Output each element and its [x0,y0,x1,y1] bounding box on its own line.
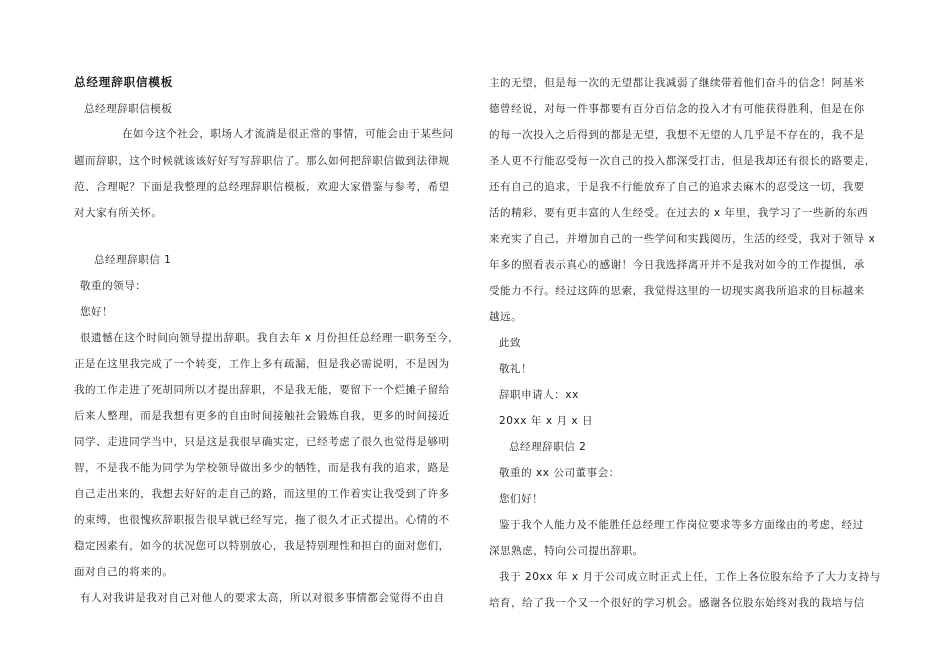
letter-1-closing: 此致 [499,337,522,349]
letter-1-para-line: 年多的照看表示真心的感谢！今日我选择离开并不是我对如今的工作提惧，承 [489,259,865,271]
letter-1-greeting: 您好！ [80,306,114,318]
letter-1-para-line: 很遗憾在这个时间向领导提出辞职。我自去年 x 月份担任总经理一职务至今， [80,332,460,344]
letter-1-para-line: 有人对我讲是我对自己对他人的要求太高，所以对很多事情都会觉得不由自 [80,592,445,604]
letter-1-para-line: 主的无望，但是每一次的无望都让我减弱了继续带着他们奋斗的信念！阿基米 [489,77,865,89]
letter-2-heading: 总经理辞职信 2 [509,441,587,453]
letter-2-para-line: 深思熟虑，特向公司提出辞职。 [489,545,644,557]
letter-1-para-line: 来充实了自己，并增加自己的一些学问和实践阅历，生活的经受，我对于领导 x [489,233,876,245]
letter-1-para-line: 德曾经说，对每一件事都要有百分百信念的投入才有可能获得胜利，但是在你 [489,103,865,115]
letter-1-salutation: 敬重的领导： [80,280,147,292]
letter-2-para-line: 鉴于我个人能力及不能胜任总经理工作岗位要求等多方面缘由的考虑，经过 [499,519,864,531]
letter-1-para-line: 还有自己的追求，于是我不行能放弃了自己的追求去麻木的忍受这一切，我要 [489,181,865,193]
intro-line-4: 对大家有所关怀。 [74,207,163,219]
letter-1-para-line: 稳定因素有，如今的状况您可以特别放心，我是特别理性和担白的面对您们， [74,540,450,552]
letter-2-para-line: 我于 20xx 年 x 月于公司成立时正式上任，工作上各位股东给予了大力支持与 [499,571,881,583]
letter-1-para-line: 越远。 [489,311,523,323]
intro-line-3: 范、合理呢？下面是我整理的总经理辞职信模板，欢迎大家借鉴与参考，希望 [74,181,450,193]
letter-1-para-line: 同学、走进同学当中，只是这是我很早确实定，已经考虑了很久也觉得是够明 [74,436,450,448]
intro-line-1: 在如今这个社会，职场人才流淌是很正常的事情，可能会由于某些问 [122,128,454,140]
letter-1-salute: 敬礼！ [499,363,533,375]
letter-1-para-line: 面对自己的将来的。 [74,566,174,578]
intro-line-2: 题而辞职，这个时候就该该好好写写辞职信了。那么如何把辞职信做到法律规 [74,155,450,167]
letter-1-date: 20xx 年 x 月 x 日 [499,415,594,427]
document-title: 总经理辞职信模板 [74,75,174,89]
subtitle: 总经理辞职信模板 [84,103,173,115]
letter-2-para-line: 培育，给了我一个又一个很好的学习机会。感谢各位股东始终对我的栽培与信 [489,597,865,609]
letter-1-para-line: 自己走出来的，我想去好好的走自己的路，而这里的工作着实让我受到了许多 [74,488,450,500]
letter-1-para-line: 后来人整理，而是我想有更多的自由时间接触社会锻炼自我，更多的时间接近 [74,410,450,422]
letter-2-greeting: 您们好！ [499,493,544,505]
letter-1-signature: 辞职申请人：xx [499,389,579,401]
letter-1-heading: 总经理辞职信 1 [94,254,172,266]
letter-1-para-line: 受能力不行。经过这阵的思索，我觉得这里的一切现实离我所追求的目标越来 [489,285,865,297]
letter-2-salutation: 敬重的 xx 公司董事会： [499,467,620,479]
letter-1-para-line: 活的精彩，要有更丰富的人生经受。在过去的 x 年里，我学习了一些新的东西 [489,207,869,219]
letter-1-para-line: 我的工作走进了死胡同所以才提出辞职，不是我无能，要留下一个烂摊子留给 [74,384,450,396]
letter-1-para-line: 的每一次投入之后得到的都是无望，我想不无望的人几乎是不存在的，我不是 [489,129,865,141]
letter-1-para-line: 圣人更不行能忍受每一次自己的投入都深受打击，但是我却还有很长的路要走， [489,155,876,167]
letter-1-para-line: 的束缚，也很愧疚辞职报告很早就已经写完，拖了很久才正式提出。心情的不 [74,514,450,526]
letter-1-para-line: 智，不是我不能为同学为学校领导做出多少的牺牲，而是我有我的追求，路是 [74,462,450,474]
letter-1-para-line: 正是在这里我完成了一个转变，工作上多有疏漏，但是我必需说明，不是因为 [74,358,450,370]
